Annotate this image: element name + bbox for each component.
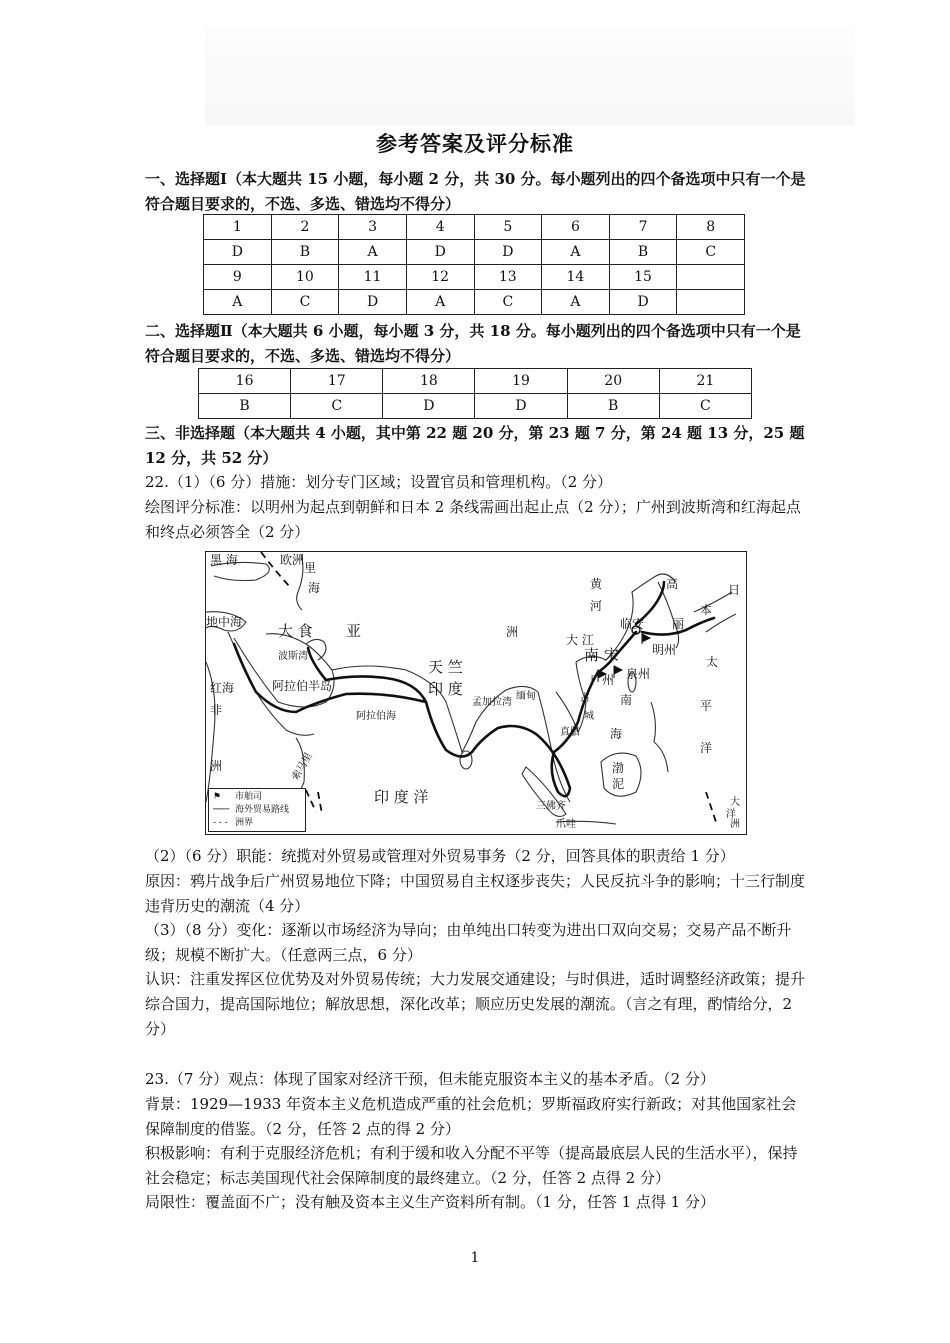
map-label-hai: 海 bbox=[308, 581, 321, 595]
map-label-africa-1: 非 bbox=[210, 703, 223, 717]
map-label-pacific-1: 太 bbox=[706, 655, 719, 669]
map-label-aus-3: 洲 bbox=[730, 819, 740, 830]
table-cell: A bbox=[542, 240, 610, 265]
section2-heading: 二、选择题Ⅱ（本大题共 6 小题，每小题 3 分，共 18 分。每小题列出的四个备选项中只有一个是符合题目要求的，不选、多选、错选均不得分） bbox=[145, 322, 801, 365]
map-label-pacific-2: 平 bbox=[700, 699, 713, 713]
q23-background: 背景：1929—1933 年资本主义危机造成严重的社会危机；罗斯福政府实行新政；对其他国家社会保障制度的借鉴。（2 分，任答 2 点的得 2 分） bbox=[145, 1095, 797, 1138]
map-label-aus-2: 洋 bbox=[726, 809, 736, 820]
border-dash-1 bbox=[306, 790, 316, 812]
table-cell: D bbox=[339, 290, 407, 315]
philippines bbox=[651, 702, 668, 772]
mingzhou-flag bbox=[642, 634, 650, 644]
map-label-bengal: 孟加拉湾 bbox=[472, 697, 512, 708]
section3-heading: 三、非选择题（本大题共 4 小题，其中第 22 题 20 分，第 23 题 7 分，第 24 题 13 分，25 题 12 分，共 52 分） bbox=[145, 424, 805, 467]
table-cell: D bbox=[609, 290, 677, 315]
table-cell: 19 bbox=[475, 369, 567, 394]
map-label-changjiang: 大 江 bbox=[566, 633, 594, 647]
table-cell: 6 bbox=[542, 215, 610, 240]
map-label-japan-1: 日 bbox=[728, 583, 741, 597]
map-label-scs-1: 南 bbox=[620, 693, 633, 707]
map-label-linan: 临安 bbox=[620, 617, 645, 631]
table-cell: B bbox=[567, 394, 659, 419]
map-label-sanfoqi: 三佛齐 bbox=[536, 801, 566, 812]
map-label-persian-gulf: 波斯湾 bbox=[278, 651, 308, 662]
table-row bbox=[204, 215, 745, 240]
table-cell bbox=[677, 265, 745, 290]
map-label-black-sea: 黑 海 bbox=[210, 553, 238, 567]
table-cell: 2 bbox=[271, 215, 339, 240]
legend-route: ─── 海外贸易路线 bbox=[213, 805, 290, 815]
table-cell: 10 bbox=[271, 265, 339, 290]
table-cell: B bbox=[271, 240, 339, 265]
table-cell: 8 bbox=[677, 215, 745, 240]
table-cell: C bbox=[677, 240, 745, 265]
dashed-line-icon: - - - bbox=[213, 818, 228, 828]
map-label-li: 里 bbox=[304, 561, 317, 575]
table-cell: 11 bbox=[339, 265, 407, 290]
map-label-guangzhou: 广州 bbox=[590, 673, 615, 687]
map-label-arab-sea: 阿拉伯海 bbox=[356, 711, 396, 722]
table-cell: D bbox=[204, 240, 272, 265]
map-label-champa-2: 城 bbox=[584, 711, 594, 722]
table-cell: 14 bbox=[542, 265, 610, 290]
map-label-champa-1: 占 bbox=[580, 693, 590, 704]
table-cell: 15 bbox=[609, 265, 677, 290]
map-label-europe: 欧洲 bbox=[280, 553, 305, 567]
border-dash-3 bbox=[706, 792, 716, 822]
map-label-zhou: 洲 bbox=[506, 625, 519, 639]
table-cell: D bbox=[406, 240, 474, 265]
map-label-borneo-1: 渤 bbox=[612, 761, 625, 775]
map-label-zhenla: 真腊 bbox=[560, 727, 580, 738]
map-label-pacific-3: 洋 bbox=[700, 741, 713, 755]
map-label-asia: 亚 bbox=[346, 622, 362, 640]
flag-icon: ⚑ bbox=[213, 792, 222, 802]
table-cell: C bbox=[659, 394, 751, 419]
table-cell: 21 bbox=[659, 369, 751, 394]
table-cell bbox=[677, 290, 745, 315]
table-row bbox=[204, 265, 745, 290]
map-label-red-sea: 红海 bbox=[210, 681, 235, 695]
section1-heading: 一、选择题Ⅰ（本大题共 15 小题，每小题 2 分，共 30 分。每小题列出的四个备选项中只有一个是符合题目要求的，不选、多选、错选均不得分） bbox=[145, 170, 806, 213]
map-label-indian-ocean: 印 度 洋 bbox=[374, 788, 429, 806]
solid-line-icon: ─── bbox=[213, 805, 230, 815]
q22-part1: 22.（1）（6 分）措施：划分专门区域；设置官员和管理机构。（2 分） bbox=[145, 473, 613, 491]
table-row bbox=[199, 394, 752, 419]
q23-viewpoint: 23.（7 分）观点：体现了国家对经济干预，但未能克服资本主义的基本矛盾。（2 分） bbox=[145, 1070, 715, 1088]
table-row bbox=[199, 369, 752, 394]
table-cell: 5 bbox=[474, 215, 542, 240]
map-label-mediterranean: 地中海 bbox=[206, 615, 243, 629]
scan-shadow bbox=[205, 26, 855, 126]
map-label-scs-2: 海 bbox=[610, 727, 623, 741]
table-cell: 3 bbox=[339, 215, 407, 240]
table-cell: A bbox=[406, 290, 474, 315]
table-cell: 1 bbox=[204, 215, 272, 240]
map-label-india-1: 天 竺 bbox=[428, 658, 463, 676]
table-cell: B bbox=[199, 394, 291, 419]
table-cell: 13 bbox=[474, 265, 542, 290]
india-coast bbox=[332, 666, 538, 752]
map-label-india-2: 印 度 bbox=[428, 680, 463, 698]
q22-part2-function: （2）（6 分）职能：统揽对外贸易或管理对外贸易事务（2 分，回答具体的职责给 1 分） bbox=[145, 847, 735, 865]
page-number: 1 bbox=[470, 1250, 480, 1266]
table-row bbox=[204, 240, 745, 265]
table-cell: A bbox=[204, 290, 272, 315]
map-label-dashi: 大 食 bbox=[278, 622, 313, 640]
table-cell: 9 bbox=[204, 265, 272, 290]
map-label-mingzhou: 明州 bbox=[652, 643, 677, 657]
map-label-burma: 缅甸 bbox=[516, 691, 536, 702]
map-label-quanzhou: 泉州 bbox=[626, 667, 651, 681]
table-cell: 12 bbox=[406, 265, 474, 290]
map-label-he: 河 bbox=[590, 599, 603, 613]
map-label-korea-1: 高 bbox=[666, 577, 679, 591]
legend-port: ⚑ 市舶司 bbox=[213, 792, 263, 802]
map-label-africa-2: 洲 bbox=[210, 759, 223, 773]
trade-route-map bbox=[205, 551, 747, 835]
table-cell: A bbox=[339, 240, 407, 265]
answer-table-1 bbox=[203, 214, 745, 315]
table-cell: D bbox=[383, 394, 475, 419]
map-label-arabian: 阿拉伯半岛 bbox=[272, 679, 333, 693]
map-label-japan-2: 本 bbox=[700, 603, 713, 617]
map-label-borneo-2: 泥 bbox=[612, 777, 625, 791]
legend-border: - - - 洲界 bbox=[213, 818, 254, 828]
map-legend bbox=[208, 788, 306, 832]
map-label-somalia: 索马里 bbox=[290, 751, 315, 783]
table-cell: 18 bbox=[383, 369, 475, 394]
map-label-nansong: 南 宋 bbox=[584, 646, 619, 664]
table-cell: 4 bbox=[406, 215, 474, 240]
border-dash-2 bbox=[318, 792, 322, 814]
q22-drawing-criteria: 绘图评分标准：以明州为起点到朝鲜和日本 2 条线需画出起止点（2 分）；广州到波斯湾和红海起点和终点必须答全（2 分） bbox=[145, 498, 801, 541]
table-cell: D bbox=[474, 240, 542, 265]
map-label-korea-2: 丽 bbox=[672, 617, 685, 631]
q23-limitations: 局限性：覆盖面不广；没有触及资本主义生产资料所有制。（1 分，任答 1 点得 1 分） bbox=[145, 1193, 715, 1211]
table-cell: C bbox=[271, 290, 339, 315]
table-cell: A bbox=[542, 290, 610, 315]
table-cell: 17 bbox=[291, 369, 383, 394]
map-label-java: 爪哇 bbox=[556, 819, 576, 830]
table-row bbox=[204, 290, 745, 315]
answer-table-2 bbox=[198, 368, 752, 419]
map-label-huang: 黄 bbox=[590, 577, 603, 591]
q22-part3-change: （3）（8 分）变化：逐渐以市场经济为导向；由单纯出口转变为进出口双向交易；交易产品不断升级；规模不断扩大。（任意两三点，6 分） bbox=[145, 921, 792, 964]
table-cell: B bbox=[609, 240, 677, 265]
q23-positive-impact: 积极影响：有利于克服经济危机；有利于缓和收入分配不平等（提高最底层人民的生活水平），保持社会稳定；标志美国现代社会保障制度的最终建立。（2 分，任答 2 点得 2 分） bbox=[145, 1144, 798, 1187]
q22-part2-reason: 原因：鸦片战争后广州贸易地位下降；中国贸易自主权逐步丧失；人民反抗斗争的影响；十三行制度违背历史的潮流（4 分） bbox=[145, 872, 806, 915]
table-cell: C bbox=[474, 290, 542, 315]
page-title: 参考答案及评分标准 bbox=[376, 131, 574, 156]
quanzhou-flag bbox=[614, 666, 622, 678]
table-cell: C bbox=[291, 394, 383, 419]
table-cell: 16 bbox=[199, 369, 291, 394]
table-cell: 20 bbox=[567, 369, 659, 394]
table-cell: D bbox=[475, 394, 567, 419]
table-cell: 7 bbox=[609, 215, 677, 240]
map-label-aus-1: 大 bbox=[730, 797, 740, 808]
q22-part3-understanding: 认识：注重发挥区位优势及对外贸易传统；大力发展交通建设；与时俱进，适时调整经济政策；提升综合国力，提高国际地位；解放思想，深化改革；顺应历史发展的潮流。（言之有理，酌情给分，2 分） bbox=[145, 970, 806, 1038]
